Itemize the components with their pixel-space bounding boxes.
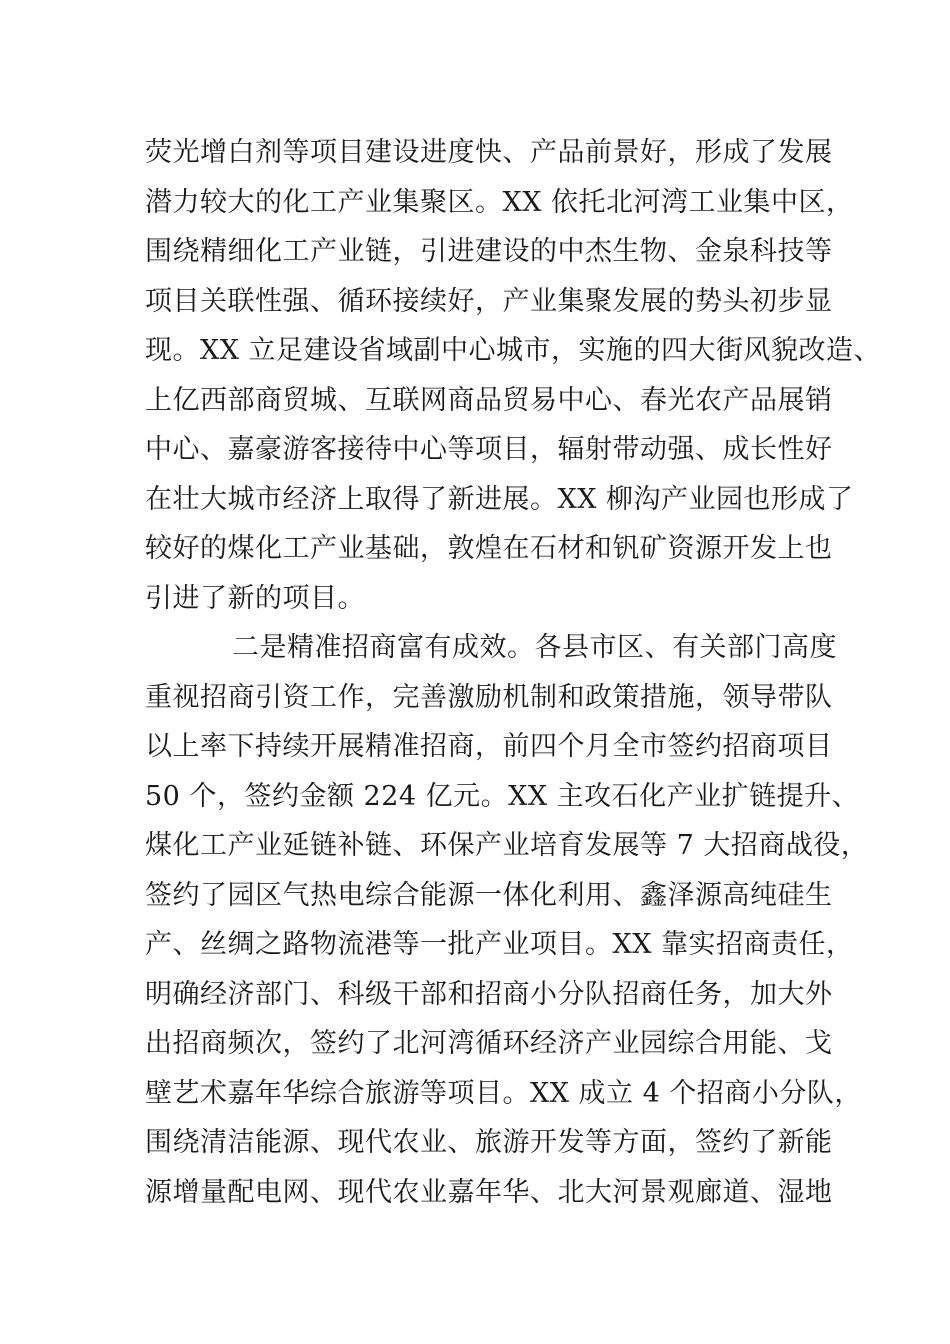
text-line: 现。XX 立足建设省域副中心城市，实施的四大街风貌改造、 <box>145 335 882 366</box>
text-line: 中心、嘉豪游客接待中心等项目，辐射带动强、成长性好 <box>145 434 833 465</box>
text-line: 项目关联性强、循环接续好，产业集聚发展的势头初步显 <box>145 285 833 317</box>
text-line: 较好的煤化工产业基础，敦煌在石材和钒矿资源开发上也 <box>145 533 833 564</box>
body-text <box>145 128 882 1217</box>
text-line: 明确经济部门、科级干部和招商小分队招商任务，加大外 <box>145 978 833 1010</box>
text-line: 出招商频次，签约了北河湾循环经济产业园综合用能、戈 <box>145 1028 833 1059</box>
text-line: 签约了园区气热电综合能源一体化利用、鑫泽源高纯硅生 <box>145 879 833 911</box>
text-line: 围绕清洁能源、现代农业、旅游开发等方面，签约了新能 <box>145 1127 833 1158</box>
text-line: 上亿西部商贸城、互联网商品贸易中心、春光农产品展销 <box>145 384 833 416</box>
text-line: 在壮大城市经济上取得了新进展。XX 柳沟产业园也形成了 <box>145 483 854 515</box>
text-line: 引进了新的项目。 <box>145 582 365 614</box>
text-line: 源增量配电网、现代农业嘉年华、北大河景观廊道、湿地 <box>145 1176 833 1208</box>
text-line: 围绕精细化工产业链，引进建设的中杰生物、金泉科技等 <box>145 236 833 267</box>
paragraph-1 <box>145 128 882 623</box>
text-line: 壁艺术嘉年华综合旅游等项目。XX 成立 4 个招商小分队， <box>145 1077 862 1109</box>
text-line: 荧光增白剂等项目建设进度快、产品前景好，形成了发展 <box>145 137 833 168</box>
text-line: 以上率下持续开展精准招商，前四个月全市签约招商项目 <box>145 731 833 762</box>
text-line: 煤化工产业延链补链、环保产业培育发展等 7 大招商战役， <box>145 830 869 861</box>
text-line: 重视招商引资工作，完善激励机制和政策措施，领导带队 <box>145 681 833 713</box>
paragraph-2 <box>145 623 869 1217</box>
text-line: 潜力较大的化工产业集聚区。XX 依托北河湾工业集中区， <box>145 186 854 218</box>
text-line: 产、丝绸之路物流港等一批产业项目。XX 靠实招商责任， <box>145 929 854 960</box>
text-line: 50 个，签约金额 224 亿元。XX 主攻石化产业扩链提升、 <box>145 780 860 812</box>
text-line: 二是精准招商富有成效。各县市区、有关部门高度 <box>232 632 837 663</box>
